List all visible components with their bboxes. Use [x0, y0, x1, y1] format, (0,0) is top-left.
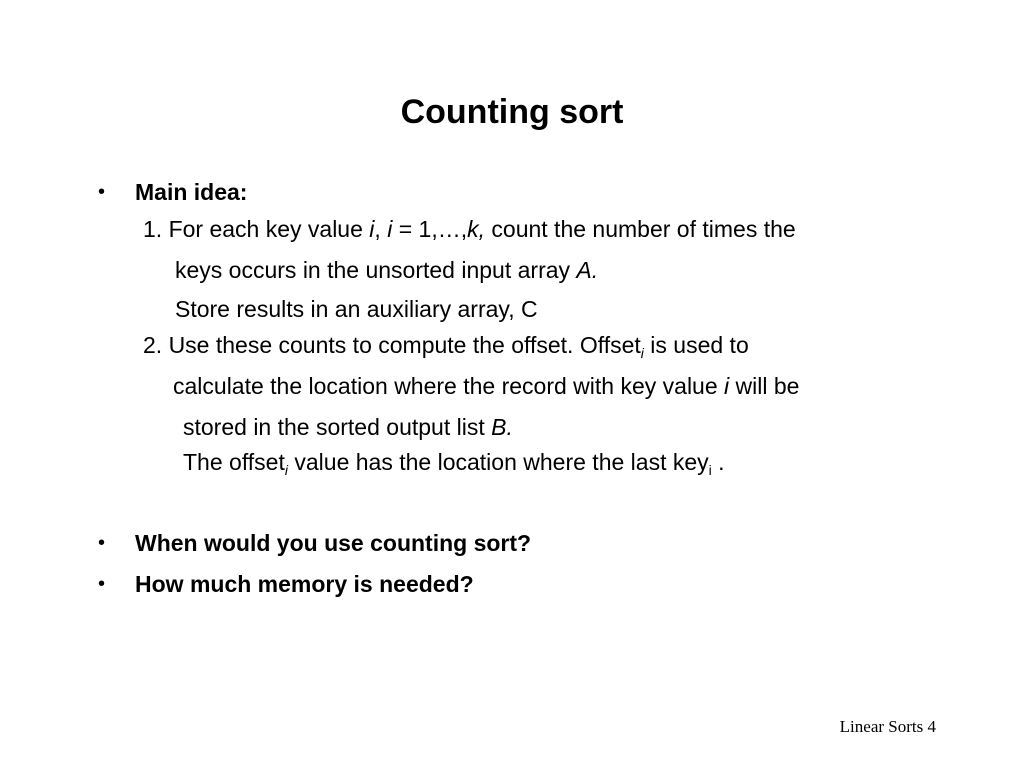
step1-line2: keys occurs in the unsorted input array A. [175, 257, 599, 283]
step1-line3: Store results in an auxiliary array, C [175, 296, 538, 322]
question-memory: How much memory is needed? [135, 571, 474, 597]
step2-line4: The offset$_i$ value has the location where the last key$_i$ . [183, 449, 725, 478]
slide-title: Counting sort [400, 93, 624, 131]
slide-footer: Linear Sorts 4 [839, 717, 936, 736]
step1-line1: 1. For each key value i, i = 1,…,k, count the number of times the [143, 216, 796, 242]
bullet-dot: • [98, 573, 106, 595]
step2-line1: 2. Use these counts to compute the offset. Offset$_i$ is used to [143, 332, 749, 361]
bullet-dot: • [98, 532, 106, 554]
main-idea-heading: Main idea: [135, 179, 248, 205]
question-when: When would you use counting sort? [135, 530, 532, 556]
step2-line2: calculate the location where the record with key value i will be [173, 373, 800, 399]
bullet-dot: • [98, 181, 106, 203]
step2-line3: stored in the sorted output list B. [183, 414, 513, 440]
